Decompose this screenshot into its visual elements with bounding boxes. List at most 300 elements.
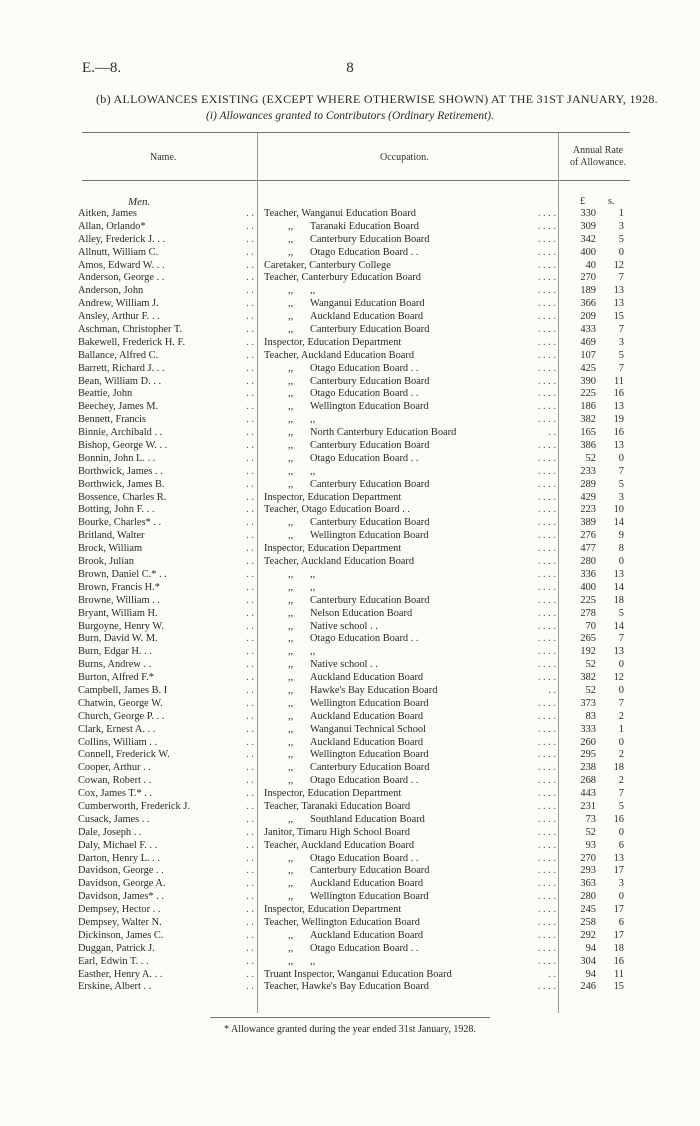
row-name-dots: . . xyxy=(246,672,254,684)
row-pounds: 400 xyxy=(580,581,596,593)
row-name-dots: . . xyxy=(246,233,254,245)
row-ditto-mark: ,, xyxy=(288,955,294,967)
table-row xyxy=(0,350,700,363)
row-name-dots: . . xyxy=(246,968,254,980)
row-shillings: 12 xyxy=(613,672,624,684)
table-row xyxy=(0,917,700,930)
row-pounds: 93 xyxy=(585,839,596,851)
row-occupation: Southland Education Board xyxy=(310,813,425,825)
row-name: Beechey, James M. xyxy=(78,401,159,413)
row-name-dots: . . xyxy=(246,762,254,774)
row-shillings: 11 xyxy=(613,375,624,387)
row-occupation-dots: . . xyxy=(548,684,556,696)
row-name-dots: . . xyxy=(246,246,254,258)
table-row xyxy=(0,711,700,724)
row-occupation: Inspector, Education Department xyxy=(264,788,402,800)
row-name-dots: . . xyxy=(246,465,254,477)
row-occupation-dots: . . . . xyxy=(537,285,556,297)
row-pounds: 209 xyxy=(580,311,596,323)
row-name-dots: . . xyxy=(246,581,254,593)
row-name: Brown, Francis H.* xyxy=(78,581,160,593)
row-occupation: Wanganui Education Board xyxy=(310,298,425,310)
row-shillings: 1 xyxy=(618,208,624,219)
row-name-dots: . . xyxy=(246,620,254,632)
row-name-dots: . . xyxy=(246,839,254,851)
row-pounds: 469 xyxy=(580,336,596,348)
row-occupation: Teacher, Auckland Education Board xyxy=(264,556,415,568)
row-occupation-dots: . . . . xyxy=(537,659,556,671)
row-pounds: 192 xyxy=(580,646,596,658)
row-occupation: Wellington Education Board xyxy=(310,530,429,542)
row-shillings: 13 xyxy=(613,401,624,413)
row-occupation: Nelson Education Board xyxy=(310,607,413,619)
table-row xyxy=(0,247,700,260)
page-code: E.—8. xyxy=(82,60,122,76)
row-occupation-dots: . . . . xyxy=(537,620,556,632)
row-shillings: 7 xyxy=(618,697,624,709)
row-occupation: Auckland Education Board xyxy=(310,710,424,722)
row-name: Britland, Walter xyxy=(78,530,145,542)
table-row xyxy=(0,904,700,917)
row-pounds: 276 xyxy=(580,530,596,542)
row-ditto-mark: ,, xyxy=(288,233,294,245)
table-row xyxy=(0,234,700,247)
row-shillings: 13 xyxy=(613,646,624,658)
row-name: Bishop, George W. . . xyxy=(78,440,168,452)
row-ditto-mark: ,, xyxy=(288,414,294,426)
row-occupation: Otago Education Board . . xyxy=(310,362,419,374)
row-occupation: Teacher, Auckland Education Board xyxy=(264,349,415,361)
row-shillings: 17 xyxy=(613,865,624,877)
row-occupation-dots: . . . . xyxy=(537,697,556,709)
row-occupation-dots: . . . . xyxy=(537,762,556,774)
row-name: Easther, Henry A. . . xyxy=(78,968,163,980)
table-row xyxy=(0,208,700,221)
row-occupation-dots: . . . . xyxy=(537,465,556,477)
row-occupation-dots: . . . . xyxy=(537,852,556,864)
row-shillings: 18 xyxy=(613,762,624,774)
row-name: Daly, Michael F. . . xyxy=(78,839,158,851)
row-occupation-dots: . . . . xyxy=(537,259,556,271)
row-ditto-mark: ,, xyxy=(288,465,294,477)
table-row xyxy=(0,865,700,878)
row-occupation-dots: . . . . xyxy=(537,929,556,941)
row-pounds: 73 xyxy=(585,813,596,825)
row-name: Anderson, John xyxy=(78,285,144,297)
row-occupation-dots: . . . . xyxy=(537,336,556,348)
row-shillings: 18 xyxy=(613,594,624,606)
row-pounds: 280 xyxy=(580,556,596,568)
row-occupation-dots: . . . . xyxy=(537,633,556,645)
row-name-dots: . . xyxy=(246,800,254,812)
row-name: Allnutt, William C. xyxy=(78,246,159,258)
row-shillings: 7 xyxy=(618,788,624,800)
row-occupation: Otago Education Board . . xyxy=(310,246,419,258)
row-name-dots: . . xyxy=(246,788,254,800)
table-row xyxy=(0,672,700,685)
col-head-rate-line1: Annual Rate xyxy=(572,145,624,156)
row-name-dots: . . xyxy=(246,272,254,284)
row-occupation: Inspector, Education Department xyxy=(264,543,402,555)
table-row xyxy=(0,466,700,479)
row-occupation: Native school . . xyxy=(310,620,378,632)
row-occupation-dots: . . . . xyxy=(537,491,556,503)
row-name-dots: . . xyxy=(246,285,254,297)
row-pounds: 40 xyxy=(585,259,596,271)
table-row xyxy=(0,440,700,453)
row-name: Duggan, Patrick J. xyxy=(78,942,155,954)
row-ditto-mark: ,, xyxy=(288,710,294,722)
row-occupation: ,, xyxy=(310,568,316,580)
row-occupation-dots: . . . . xyxy=(537,414,556,426)
table-row xyxy=(0,621,700,634)
row-occupation: Truant Inspector, Wanganui Education Board xyxy=(264,968,452,980)
row-name-dots: . . xyxy=(246,401,254,413)
row-pounds: 223 xyxy=(580,504,596,516)
row-pounds: 309 xyxy=(580,220,596,232)
row-name: Davidson, George A. xyxy=(78,878,166,890)
row-name: Beattie, John xyxy=(78,388,133,400)
row-occupation-dots: . . . . xyxy=(537,388,556,400)
footnote: * Allowance granted during the year ended 31st January, 1928. xyxy=(224,1024,476,1035)
row-occupation-dots: . . . . xyxy=(537,891,556,903)
row-shillings: 7 xyxy=(618,362,624,374)
row-name: Burn, Edgar H. . . xyxy=(78,646,152,658)
row-occupation-dots: . . . . xyxy=(537,272,556,284)
row-ditto-mark: ,, xyxy=(288,749,294,761)
row-name-dots: . . xyxy=(246,556,254,568)
row-name-dots: . . xyxy=(246,478,254,490)
row-name-dots: . . xyxy=(246,646,254,658)
row-name-dots: . . xyxy=(246,414,254,426)
row-occupation-dots: . . . . xyxy=(537,298,556,310)
row-occupation-dots: . . . . xyxy=(537,826,556,838)
row-shillings: 16 xyxy=(613,388,624,400)
table-row xyxy=(0,388,700,401)
row-ditto-mark: ,, xyxy=(288,285,294,297)
row-name: Barrett, Richard J. . . xyxy=(78,362,165,374)
row-pounds: 258 xyxy=(580,916,596,928)
row-name: Brock, William xyxy=(78,543,143,555)
row-name-dots: . . xyxy=(246,607,254,619)
table-row xyxy=(0,827,700,840)
row-name: Burgoyne, Henry W. xyxy=(78,620,164,632)
row-occupation: Inspector, Education Department xyxy=(264,336,402,348)
row-occupation: Otago Education Board . . xyxy=(310,775,419,787)
unit-shilling: s. xyxy=(608,196,615,207)
row-name: Bourke, Charles* . . xyxy=(78,517,162,529)
row-ditto-mark: ,, xyxy=(288,568,294,580)
row-occupation-dots: . . . . xyxy=(537,362,556,374)
table-row xyxy=(0,775,700,788)
row-pounds: 295 xyxy=(580,749,596,761)
row-name: Alley, Frederick J. . . xyxy=(78,233,166,245)
row-shillings: 0 xyxy=(618,246,624,258)
table-row xyxy=(0,427,700,440)
row-shillings: 17 xyxy=(613,929,624,941)
row-occupation: Otago Education Board . . xyxy=(310,452,419,464)
row-name: Erskine, Albert . . xyxy=(78,981,152,993)
row-ditto-mark: ,, xyxy=(288,324,294,336)
table-row xyxy=(0,762,700,775)
row-shillings: 13 xyxy=(613,852,624,864)
row-occupation: Canterbury Education Board xyxy=(310,865,430,877)
row-shillings: 3 xyxy=(618,220,624,232)
row-occupation-dots: . . . . xyxy=(537,775,556,787)
row-ditto-mark: ,, xyxy=(288,401,294,413)
row-name: Ansley, Arthur F. . . xyxy=(78,311,160,323)
row-pounds: 94 xyxy=(585,968,596,980)
row-name: Church, George P. . . xyxy=(78,710,165,722)
row-ditto-mark: ,, xyxy=(288,633,294,645)
row-shillings: 7 xyxy=(618,465,624,477)
row-shillings: 0 xyxy=(618,556,624,568)
row-name: Burn, David W. M. xyxy=(78,633,158,645)
row-name: Dempsey, Walter N. xyxy=(78,916,162,928)
row-occupation-dots: . . . . xyxy=(537,452,556,464)
row-pounds: 292 xyxy=(580,929,596,941)
col-head-occupation: Occupation. xyxy=(380,152,429,163)
row-name-dots: . . xyxy=(246,452,254,464)
row-shillings: 5 xyxy=(618,233,624,245)
row-name: Brown, Daniel C.* . . xyxy=(78,568,167,580)
row-name-dots: . . xyxy=(246,736,254,748)
row-ditto-mark: ,, xyxy=(288,594,294,606)
row-occupation: Teacher, Wanganui Education Board xyxy=(264,208,416,219)
row-occupation: Janitor, Timaru High School Board xyxy=(264,826,410,838)
row-ditto-mark: ,, xyxy=(288,311,294,323)
row-occupation-dots: . . . . xyxy=(537,981,556,993)
row-pounds: 189 xyxy=(580,285,596,297)
table-row xyxy=(0,530,700,543)
row-pounds: 246 xyxy=(580,981,596,993)
row-shillings: 0 xyxy=(618,684,624,696)
unit-pound: £ xyxy=(580,196,585,207)
row-ditto-mark: ,, xyxy=(288,478,294,490)
row-occupation-dots: . . . . xyxy=(537,800,556,812)
row-name-dots: . . xyxy=(246,659,254,671)
row-pounds: 52 xyxy=(585,452,596,464)
row-pounds: 433 xyxy=(580,324,596,336)
row-occupation-dots: . . xyxy=(548,427,556,439)
row-shillings: 14 xyxy=(613,581,624,593)
row-shillings: 16 xyxy=(613,427,624,439)
row-occupation-dots: . . . . xyxy=(537,955,556,967)
row-name-dots: . . xyxy=(246,633,254,645)
row-name-dots: . . xyxy=(246,955,254,967)
row-name: Bakewell, Frederick H. F. xyxy=(78,336,186,348)
row-name: Aitken, James xyxy=(78,208,137,219)
row-occupation: Auckland Education Board xyxy=(310,672,424,684)
row-pounds: 70 xyxy=(585,620,596,632)
row-occupation-dots: . . . . xyxy=(537,839,556,851)
row-name: Burns, Andrew . . xyxy=(78,659,152,671)
table-row xyxy=(0,608,700,621)
row-name-dots: . . xyxy=(246,517,254,529)
row-occupation-dots: . . . . xyxy=(537,607,556,619)
row-occupation: Wellington Education Board xyxy=(310,891,429,903)
row-pounds: 107 xyxy=(580,349,596,361)
row-occupation: ,, xyxy=(310,414,316,426)
row-occupation: Canterbury Education Board xyxy=(310,762,430,774)
table-row xyxy=(0,504,700,517)
table-row xyxy=(0,401,700,414)
row-pounds: 52 xyxy=(585,826,596,838)
row-name-dots: . . xyxy=(246,878,254,890)
row-ditto-mark: ,, xyxy=(288,852,294,864)
row-name: Cooper, Arthur . . xyxy=(78,762,151,774)
section-heading: (b) ALLOWANCES EXISTING (EXCEPT WHERE OTHERWISE SHOWN) AT THE 31ST JANUARY, 1928. xyxy=(96,92,658,106)
row-shillings: 0 xyxy=(618,736,624,748)
row-name: Connell, Frederick W. xyxy=(78,749,170,761)
row-occupation-dots: . . . . xyxy=(537,349,556,361)
row-ditto-mark: ,, xyxy=(288,530,294,542)
row-ditto-mark: ,, xyxy=(288,375,294,387)
row-ditto-mark: ,, xyxy=(288,865,294,877)
row-occupation-dots: . . . . xyxy=(537,504,556,516)
row-name-dots: . . xyxy=(246,568,254,580)
row-pounds: 233 xyxy=(580,465,596,477)
row-name: Bonnin, John L. . . xyxy=(78,452,156,464)
row-pounds: 382 xyxy=(580,672,596,684)
row-shillings: 16 xyxy=(613,955,624,967)
row-occupation: Auckland Education Board xyxy=(310,929,424,941)
table-row xyxy=(0,737,700,750)
row-shillings: 14 xyxy=(613,620,624,632)
row-pounds: 304 xyxy=(580,955,596,967)
table-row xyxy=(0,479,700,492)
row-shillings: 0 xyxy=(618,826,624,838)
row-occupation-dots: . . . . xyxy=(537,736,556,748)
row-name-dots: . . xyxy=(246,852,254,864)
table-row xyxy=(0,492,700,505)
row-shillings: 3 xyxy=(618,491,624,503)
table-row xyxy=(0,878,700,891)
row-occupation-dots: . . . . xyxy=(537,878,556,890)
row-pounds: 280 xyxy=(580,891,596,903)
row-name-dots: . . xyxy=(246,865,254,877)
row-shillings: 5 xyxy=(618,607,624,619)
row-name: Andrew, William J. xyxy=(78,298,159,310)
row-ditto-mark: ,, xyxy=(288,891,294,903)
row-shillings: 0 xyxy=(618,659,624,671)
row-occupation-dots: . . . . xyxy=(537,942,556,954)
row-name-dots: . . xyxy=(246,311,254,323)
row-name-dots: . . xyxy=(246,929,254,941)
row-occupation: Canterbury Education Board xyxy=(310,324,430,336)
row-occupation-dots: . . . . xyxy=(537,723,556,735)
row-pounds: 225 xyxy=(580,388,596,400)
table-row xyxy=(0,956,700,969)
row-name: Dale, Joseph . . xyxy=(78,826,142,838)
row-name-dots: . . xyxy=(246,504,254,516)
table-row xyxy=(0,298,700,311)
row-occupation-dots: . . . . xyxy=(537,788,556,800)
row-shillings: 7 xyxy=(618,324,624,336)
row-occupation-dots: . . . . xyxy=(537,543,556,555)
row-occupation: ,, xyxy=(310,646,316,658)
row-shillings: 6 xyxy=(618,839,624,851)
row-name-dots: . . xyxy=(246,324,254,336)
row-name: Chatwin, George W. xyxy=(78,697,163,709)
row-ditto-mark: ,, xyxy=(288,440,294,452)
row-pounds: 429 xyxy=(580,491,596,503)
table-row xyxy=(0,659,700,672)
section-label: Men. xyxy=(128,196,151,208)
row-pounds: 330 xyxy=(580,208,596,219)
row-pounds: 363 xyxy=(580,878,596,890)
row-occupation: Hawke's Bay Education Board xyxy=(310,684,438,696)
row-occupation: Canterbury Education Board xyxy=(310,375,430,387)
table-row xyxy=(0,724,700,737)
table-row xyxy=(0,595,700,608)
row-name: Cumberworth, Frederick J. xyxy=(78,800,190,812)
row-occupation-dots: . . . . xyxy=(537,246,556,258)
row-name-dots: . . xyxy=(246,723,254,735)
table-row xyxy=(0,556,700,569)
row-name: Anderson, George . . xyxy=(78,272,165,284)
row-occupation-dots: . . . . xyxy=(537,646,556,658)
row-ditto-mark: ,, xyxy=(288,620,294,632)
col-head-name: Name. xyxy=(150,152,177,163)
row-ditto-mark: ,, xyxy=(288,723,294,735)
row-ditto-mark: ,, xyxy=(288,736,294,748)
row-ditto-mark: ,, xyxy=(288,684,294,696)
row-pounds: 245 xyxy=(580,904,596,916)
row-shillings: 8 xyxy=(618,543,624,555)
row-occupation: Teacher, Otago Education Board . . xyxy=(264,504,411,516)
row-occupation-dots: . . . . xyxy=(537,916,556,928)
row-shillings: 14 xyxy=(613,517,624,529)
row-occupation-dots: . . . . xyxy=(537,530,556,542)
row-name: Allan, Orlando* xyxy=(78,220,146,232)
row-name-dots: . . xyxy=(246,298,254,310)
row-ditto-mark: ,, xyxy=(288,220,294,232)
row-occupation: Auckland Education Board xyxy=(310,311,424,323)
row-pounds: 477 xyxy=(580,543,596,555)
row-name-dots: . . xyxy=(246,336,254,348)
row-name: Browne, William . . xyxy=(78,594,160,606)
row-name-dots: . . xyxy=(246,362,254,374)
row-occupation-dots: . . . . xyxy=(537,749,556,761)
row-name: Collins, William . . xyxy=(78,736,158,748)
row-occupation: Otago Education Board . . xyxy=(310,388,419,400)
row-ditto-mark: ,, xyxy=(288,517,294,529)
row-occupation: Caretaker, Canterbury College xyxy=(264,259,391,271)
row-ditto-mark: ,, xyxy=(288,929,294,941)
row-pounds: 389 xyxy=(580,517,596,529)
row-name-dots: . . xyxy=(246,981,254,993)
row-pounds: 425 xyxy=(580,362,596,374)
table-row xyxy=(0,891,700,904)
row-pounds: 165 xyxy=(580,427,596,439)
row-name: Botting, John F. . . xyxy=(78,504,155,516)
row-occupation-dots: . . . . xyxy=(537,233,556,245)
row-occupation: Wellington Education Board xyxy=(310,401,429,413)
row-shillings: 3 xyxy=(618,336,624,348)
row-name-dots: . . xyxy=(246,427,254,439)
row-name-dots: . . xyxy=(246,942,254,954)
row-occupation: Native school . . xyxy=(310,659,378,671)
row-pounds: 238 xyxy=(580,762,596,774)
row-occupation: Teacher, Taranaki Education Board xyxy=(264,800,411,812)
row-shillings: 13 xyxy=(613,568,624,580)
row-name-dots: . . xyxy=(246,388,254,400)
table-row xyxy=(0,981,700,994)
row-occupation-dots: . . . . xyxy=(537,672,556,684)
row-occupation: North Canterbury Education Board xyxy=(310,427,457,439)
row-occupation: Auckland Education Board xyxy=(310,878,424,890)
